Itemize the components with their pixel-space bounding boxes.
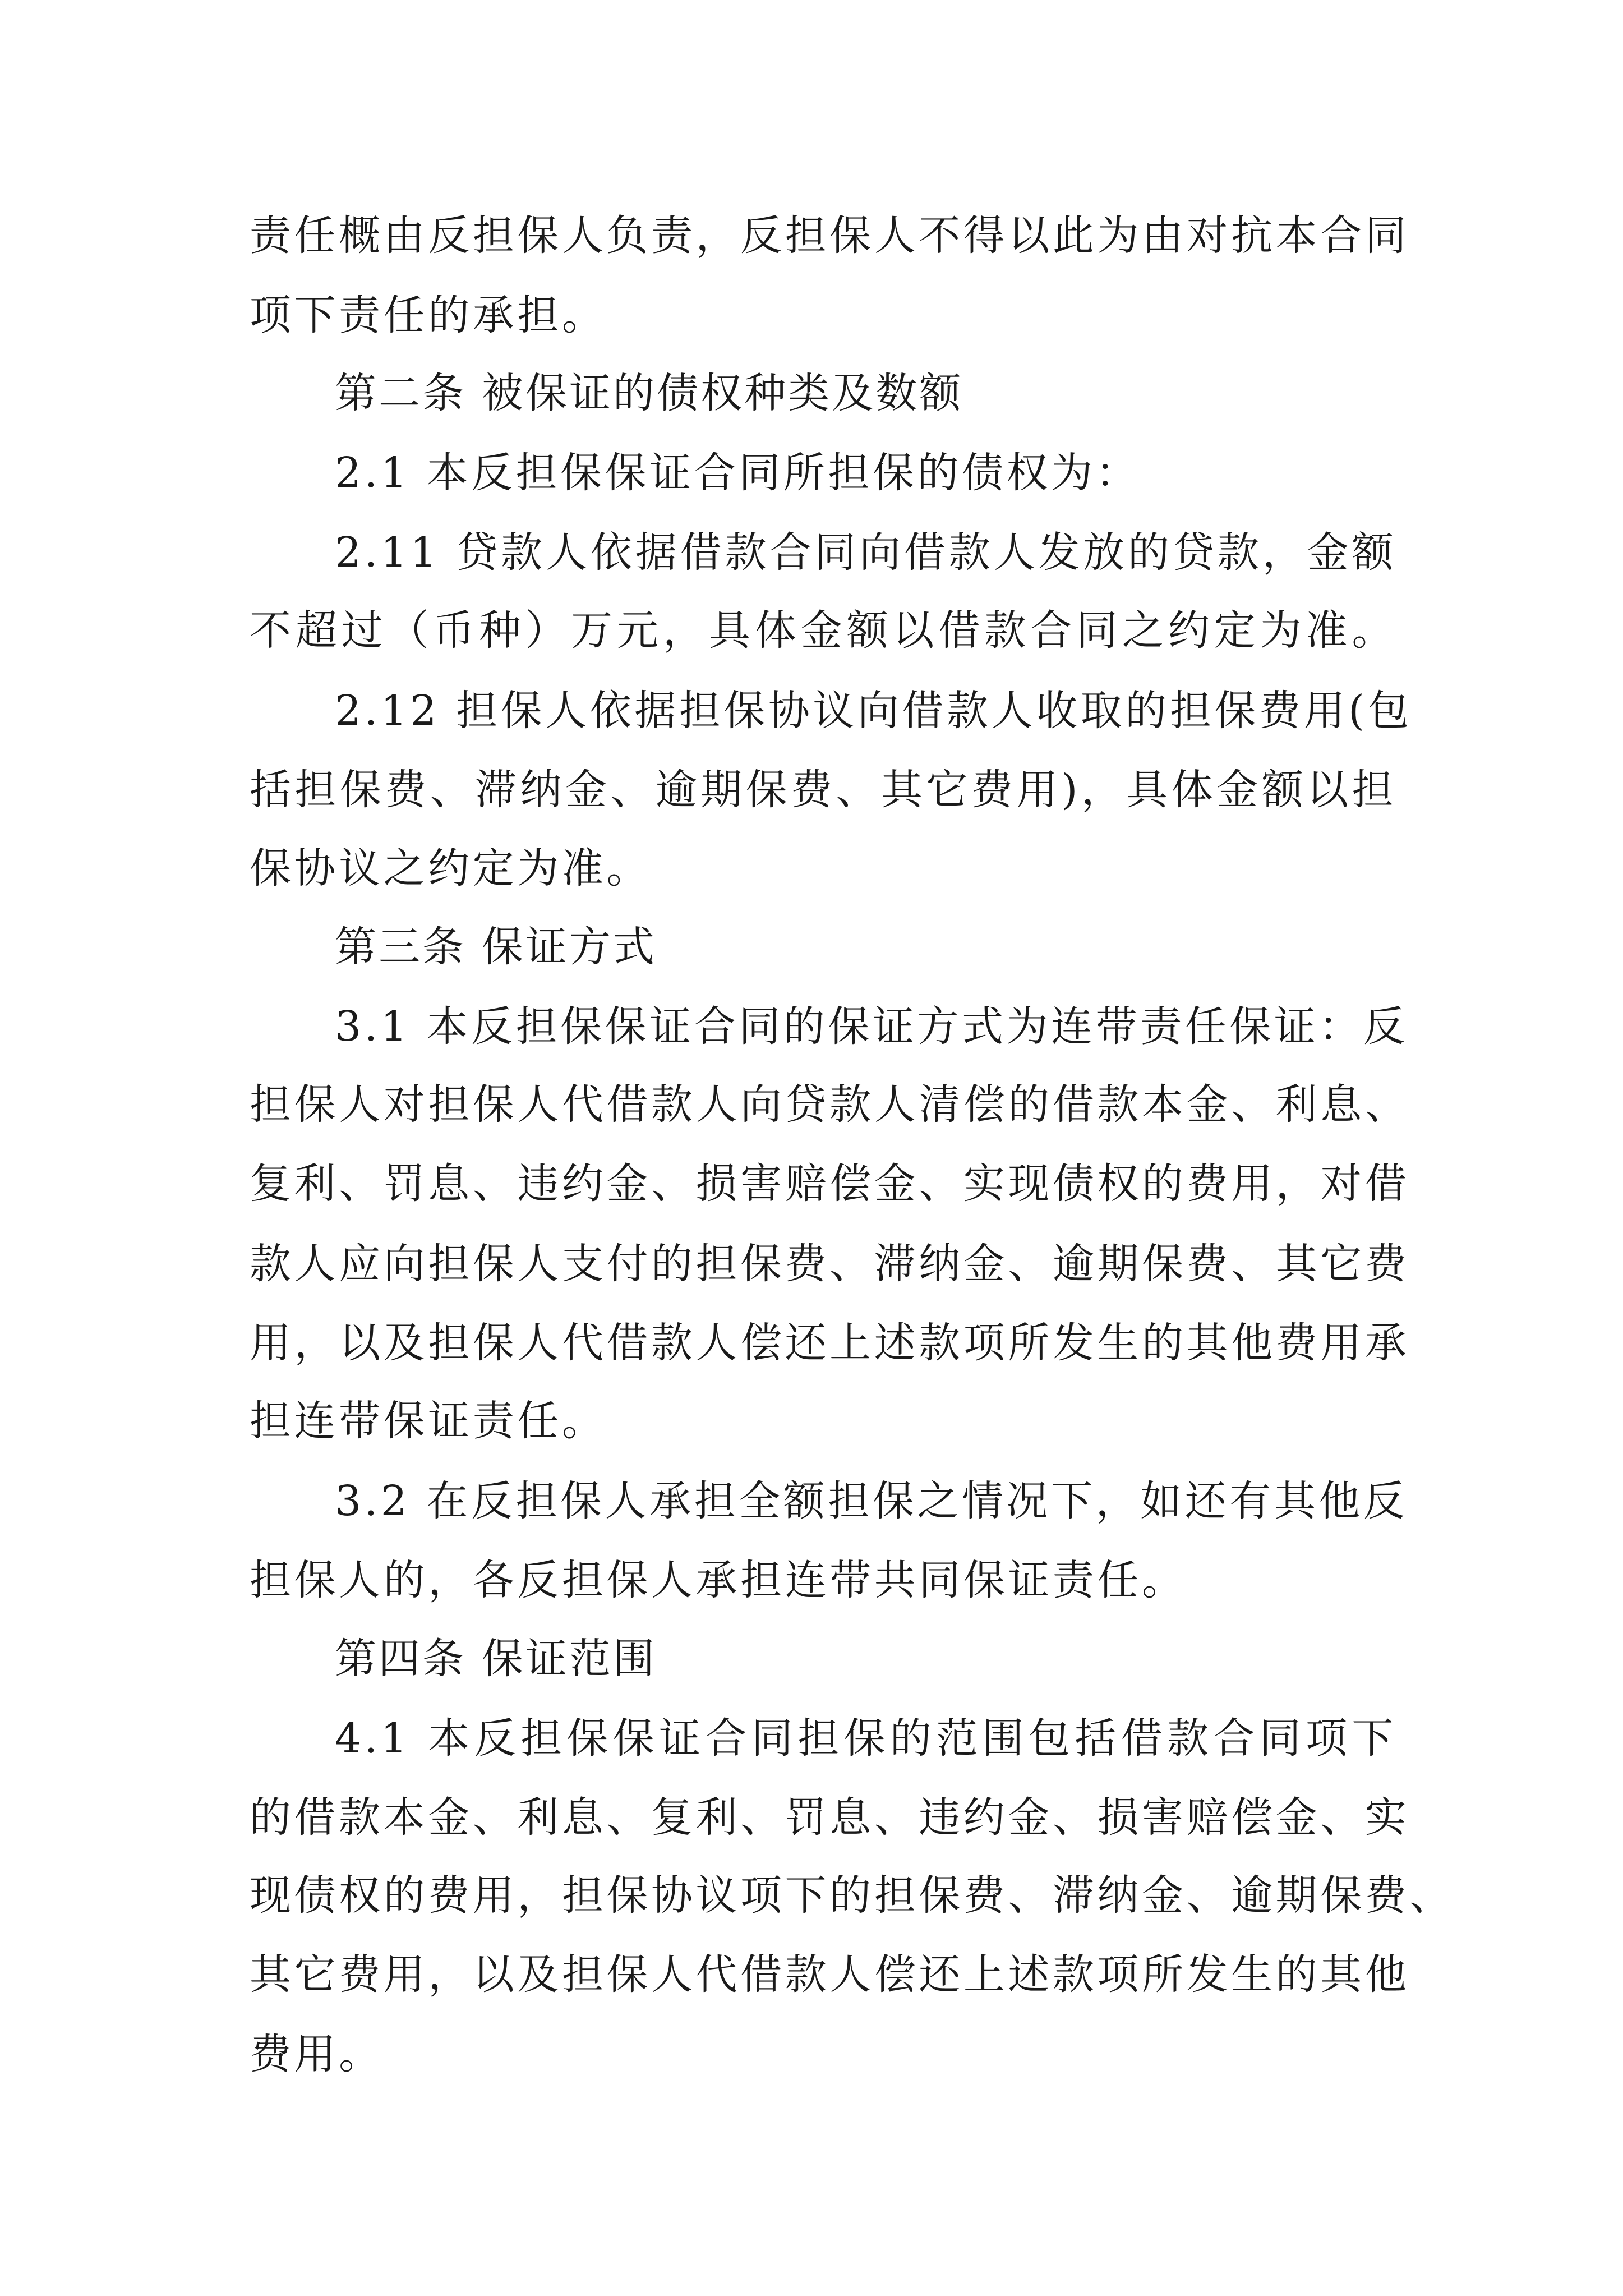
- text-line: 括担保费、滞纳金、逾期保费、其它费用)，具体金额以担: [250, 766, 1396, 814]
- text-line: 保协议之约定为准。: [250, 844, 651, 892]
- text-line: 项下责任的承担。: [250, 291, 607, 339]
- clause-line: 3.2 在反担保人承担全额担保之情况下，如还有其他反: [335, 1477, 1408, 1525]
- text-line: 不超过（币种）万元，具体金额以借款合同之约定为准。: [250, 606, 1396, 655]
- text-line: 款人应向担保人支付的担保费、滞纳金、逾期保费、其它费: [250, 1240, 1410, 1288]
- text-line: 现债权的费用，担保协议项下的担保费、滞纳金、逾期保费、: [250, 1871, 1454, 1920]
- text-line: 担连带保证责任。: [250, 1397, 607, 1445]
- text-line: 的借款本金、利息、复利、罚息、违约金、损害赔偿金、实: [250, 1793, 1410, 1842]
- clause-line: 3.1 本反担保保证合同的保证方式为连带责任保证：反: [335, 1002, 1408, 1051]
- text-line: 复利、罚息、违约金、损害赔偿金、实现债权的费用，对借: [250, 1159, 1410, 1208]
- clause-line: 2.1 本反担保保证合同所担保的债权为：: [335, 449, 1141, 497]
- clause-line: 2.12 担保人依据担保协议向借款人收取的担保费用(包: [335, 687, 1413, 735]
- text-line: 用，以及担保人代借款人偿还上述款项所发生的其他费用承: [250, 1319, 1410, 1367]
- text-line: 责任概由反担保人负责，反担保人不得以此为由对抗本合同: [250, 211, 1410, 260]
- text-line: 费用。: [250, 2030, 384, 2078]
- section-heading: 第三条 保证方式: [335, 923, 657, 971]
- text-line: 担保人的，各反担保人承担连带共同保证责任。: [250, 1556, 1187, 1604]
- text-line: 其它费用，以及担保人代借款人偿还上述款项所发生的其他: [250, 1950, 1410, 1999]
- text-line: 担保人对担保人代借款人向贷款人清偿的借款本金、利息、: [250, 1080, 1410, 1129]
- section-heading: 第二条 被保证的债权种类及数额: [335, 369, 963, 417]
- clause-line: 2.11 贷款人依据借款合同向借款人发放的贷款，金额: [335, 528, 1396, 577]
- clause-line: 4.1 本反担保保证合同担保的范围包括借款合同项下: [335, 1714, 1396, 1763]
- section-heading: 第四条 保证范围: [335, 1635, 657, 1683]
